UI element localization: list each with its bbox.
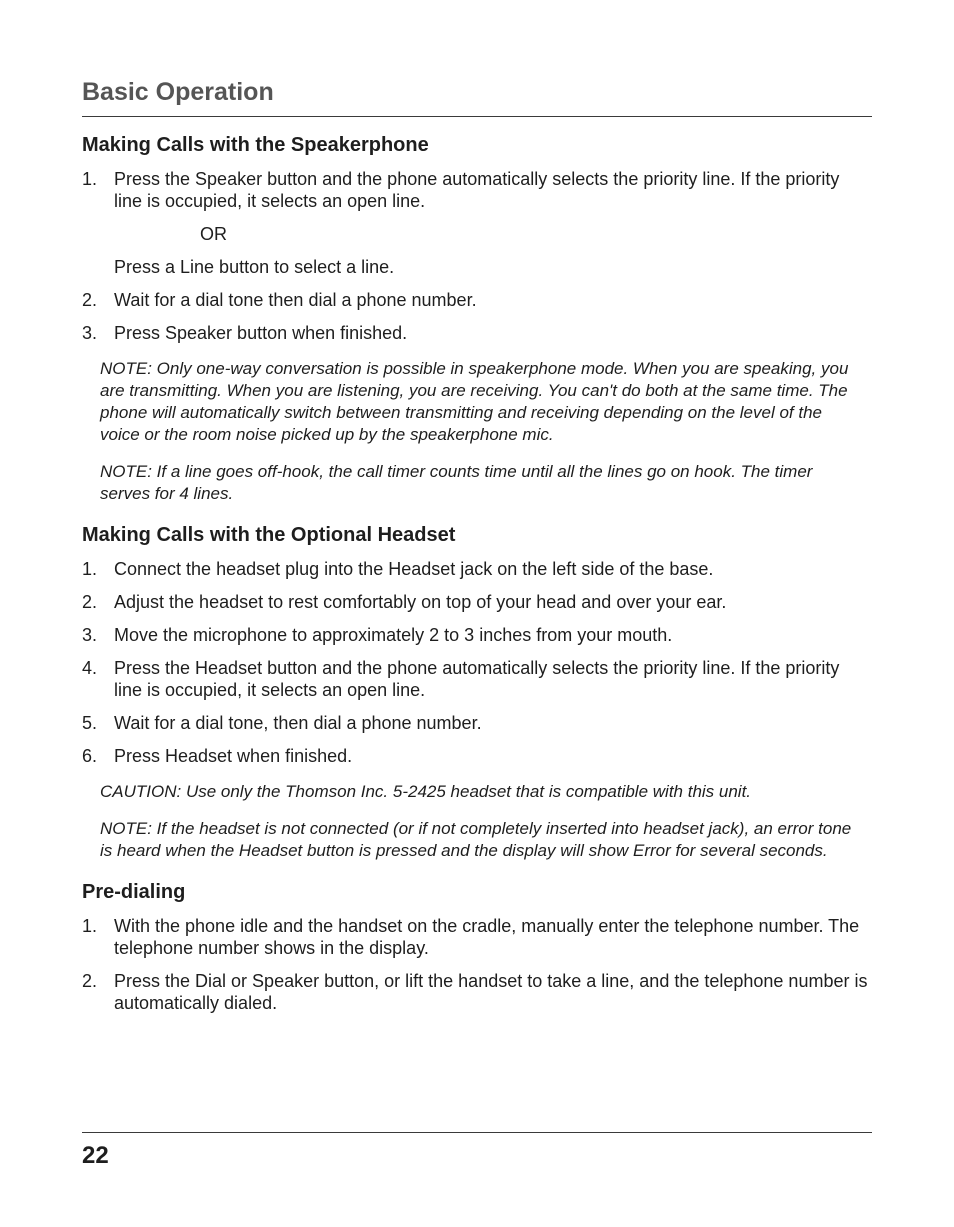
header-rule [82, 116, 872, 117]
step-text: Press the Dial or Speaker button, or lift the handset to take a line, and the telephone number is automatically dialed. [114, 971, 868, 1013]
step-text: Press Headset when finished. [114, 746, 353, 766]
step-number: 5. [82, 713, 98, 733]
footer-rule [82, 1132, 872, 1133]
step-text: Connect the headset plug into the Headset jack on the left side of the base. [114, 559, 714, 579]
steps-list-headset [82, 558, 872, 767]
step-text: Move the microphone to approximately 2 to 3 inches from your mouth. [114, 625, 673, 645]
list-item [82, 657, 872, 701]
step-number: 1. [82, 559, 98, 579]
page-number: 22 [82, 1142, 109, 1169]
step-text: Wait for a dial tone, then dial a phone number. [114, 713, 482, 733]
step-text: Press the Headset button and the phone automatically selects the priority line. If the priority line is occupied, it selects an open line. [114, 658, 840, 700]
step-number: 2. [82, 592, 98, 612]
step-text: Press Speaker button when finished. [114, 323, 408, 343]
step-number: 1. [82, 916, 98, 936]
step-number: 3. [82, 323, 98, 343]
list-item [82, 712, 872, 734]
step-text: Adjust the headset to rest comfortably on top of your head and over your ear. [114, 592, 727, 612]
list-item [82, 745, 872, 767]
note-call-timer: NOTE: If a line goes off-hook, the call timer counts time until all the lines go on hook. The timer serves for 4 lines. [100, 462, 813, 503]
step-number: 1. [82, 169, 98, 189]
list-item [82, 322, 872, 344]
caution-headset: CAUTION: Use only the Thomson Inc. 5-2425 headset that is compatible with this unit. [100, 782, 752, 801]
step-text: With the phone idle and the handset on the cradle, manually enter the telephone number. The telephone number shows in the display. [114, 916, 860, 958]
step-text: Wait for a dial tone then dial a phone number. [114, 290, 477, 310]
list-item [82, 624, 872, 646]
list-item [82, 558, 872, 580]
step-number: 2. [82, 290, 98, 310]
page-content [82, 132, 872, 1025]
step-continuation: Press a Line button to select a line. [114, 257, 395, 277]
step-text: Press the Speaker button and the phone automatically selects the priority line. If the priority line is occupied, it selects an open line. [114, 169, 840, 211]
section-heading-predialing: Pre-dialing [82, 881, 186, 903]
step-number: 3. [82, 625, 98, 645]
note-headset-error: NOTE: If the headset is not connected (or if not completely inserted into headset jack), an error tone is heard when the Headset button is pressed and the display will show Error for several seconds. [100, 819, 852, 860]
section-heading-speakerphone: Making Calls with the Speakerphone [82, 134, 429, 156]
list-item [82, 289, 872, 311]
step-number: 2. [82, 971, 98, 991]
list-item [82, 970, 872, 1014]
step-number: 6. [82, 746, 98, 766]
list-item [82, 915, 872, 959]
page-title: Basic Operation [82, 78, 274, 106]
steps-list-predialing [82, 915, 872, 1014]
or-separator: OR [200, 224, 227, 244]
section-heading-headset: Making Calls with the Optional Headset [82, 524, 456, 546]
list-item [82, 168, 872, 278]
step-number: 4. [82, 658, 98, 678]
list-item [82, 591, 872, 613]
note-speakerphone-mode: NOTE: Only one-way conversation is possible in speakerphone mode. When you are speaking, you are transmitting. When you are listening, you are receiving. You can't do both at the same time. The phone will automatically switch between transmitting and receiving depending on the level of the voice or the room noise picked up by the speakerphone mic. [100, 359, 849, 444]
steps-list-speakerphone [82, 168, 872, 344]
